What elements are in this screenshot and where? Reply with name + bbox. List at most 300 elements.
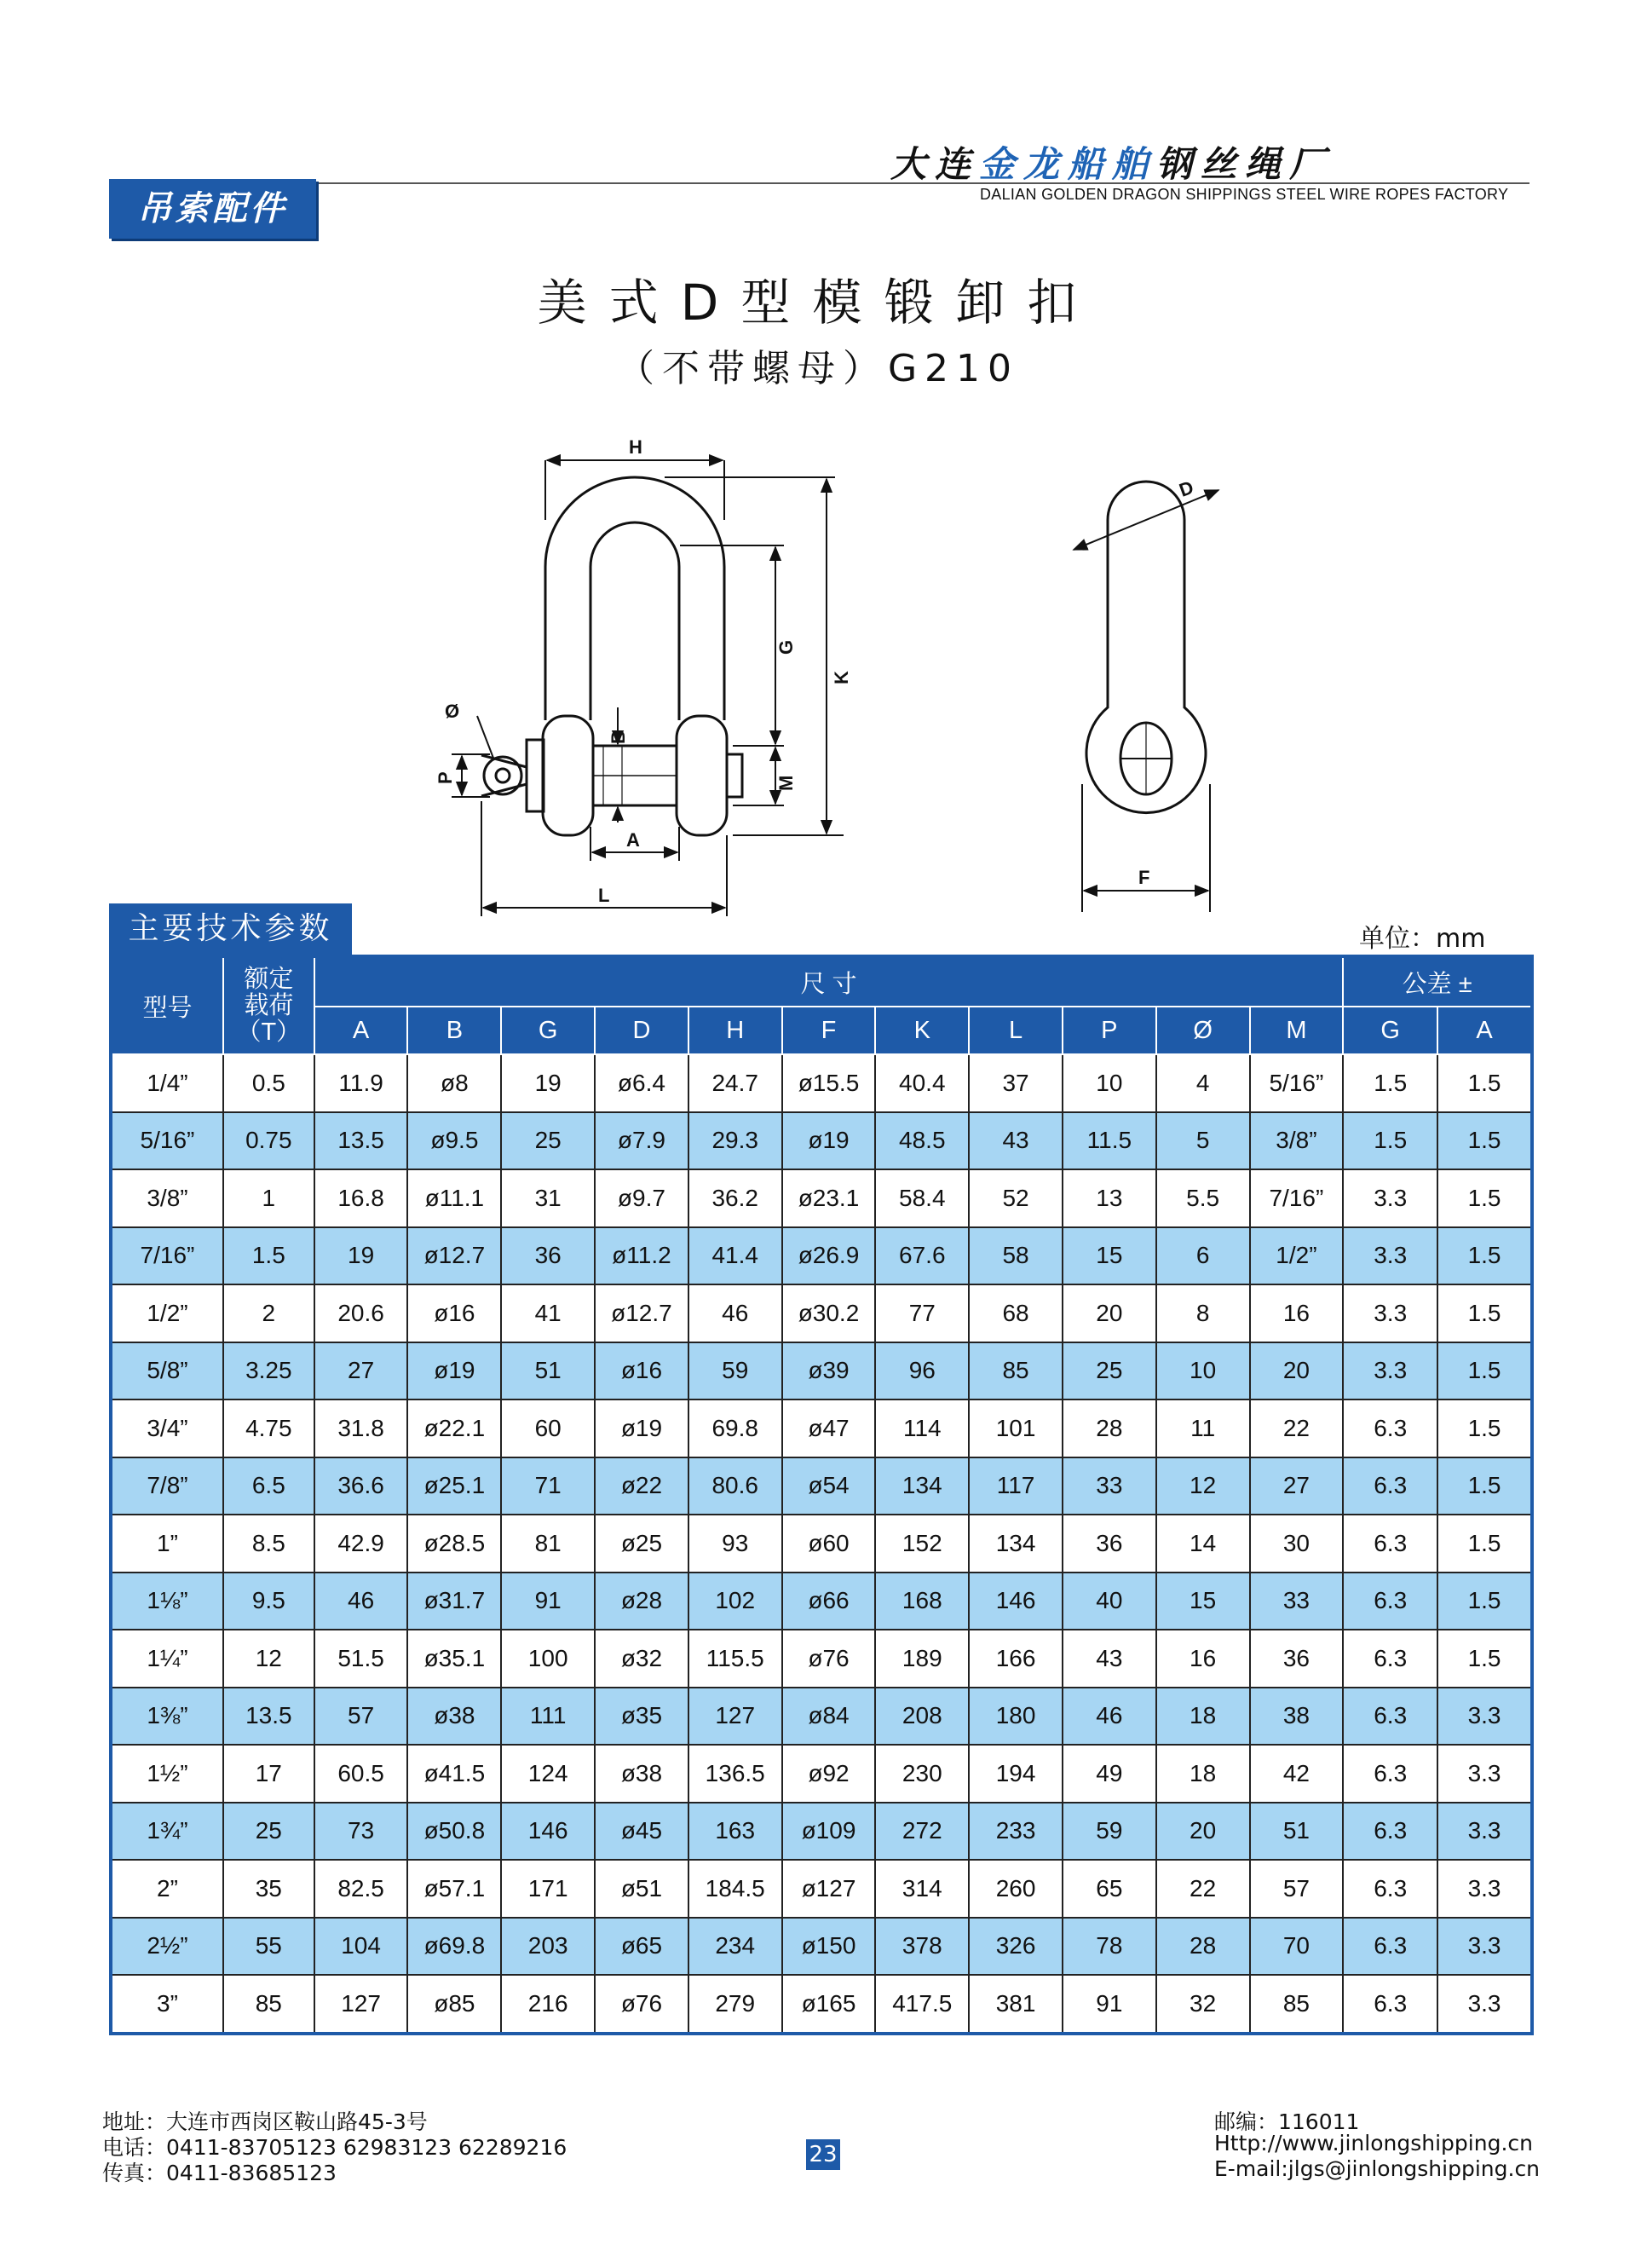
table-row xyxy=(111,1457,1532,1515)
table-cell: 1.5 xyxy=(1437,1515,1532,1573)
shackle-diagram xyxy=(409,426,1261,929)
table-cell: 1.5 xyxy=(1343,1054,1437,1112)
table-cell: 17 xyxy=(223,1745,314,1803)
table-cell: 96 xyxy=(875,1342,969,1400)
table-cell: 171 xyxy=(501,1860,595,1918)
table-cell: 43 xyxy=(969,1112,1063,1170)
table-cell: 381 xyxy=(969,1975,1063,2034)
table-cell: 55 xyxy=(223,1918,314,1976)
table-cell: ø127 xyxy=(782,1860,876,1918)
table-cell: 57 xyxy=(314,1688,408,1746)
table-cell: 100 xyxy=(501,1630,595,1688)
table-cell: 3.3 xyxy=(1343,1284,1437,1342)
table-cell: 152 xyxy=(875,1515,969,1573)
table-cell: 6.3 xyxy=(1343,1860,1437,1918)
table-cell: 91 xyxy=(501,1573,595,1630)
table-cell: 1¼” xyxy=(111,1630,223,1688)
table-cell: 20 xyxy=(1156,1803,1250,1861)
table-cell: 20 xyxy=(1250,1342,1344,1400)
table-cell: 1/2” xyxy=(1250,1227,1344,1285)
table-cell: 43 xyxy=(1063,1630,1156,1688)
table-cell: ø32 xyxy=(595,1630,688,1688)
table-cell: ø54 xyxy=(782,1457,876,1515)
table-cell: 5/16” xyxy=(111,1112,223,1170)
footer-fax: 传真：0411-83685123 xyxy=(102,2161,337,2185)
table-cell: 22 xyxy=(1156,1860,1250,1918)
label-L: L xyxy=(598,885,610,906)
table-body xyxy=(111,1054,1532,2034)
table-cell: 134 xyxy=(969,1515,1063,1573)
table-cell: ø11.1 xyxy=(407,1169,501,1227)
table-cell: 22 xyxy=(1250,1399,1344,1457)
table-cell: 1” xyxy=(111,1515,223,1573)
table-cell: 3.3 xyxy=(1437,1860,1532,1918)
footer-address: 地址：大连市西岗区鞍山路45-3号 xyxy=(102,2109,428,2134)
table-cell: ø19 xyxy=(407,1342,501,1400)
table-cell: 40.4 xyxy=(875,1054,969,1112)
col-header-D: D xyxy=(595,1007,688,1054)
table-cell: 78 xyxy=(1063,1918,1156,1976)
shackle-ear-right xyxy=(677,716,727,835)
table-cell: 14 xyxy=(1156,1515,1250,1573)
col-header-L: L xyxy=(969,1007,1063,1054)
table-cell: ø11.2 xyxy=(595,1227,688,1285)
label-H: H xyxy=(629,436,642,458)
header-divider xyxy=(307,182,1529,184)
table-cell: 1 xyxy=(223,1169,314,1227)
table-cell: 3.3 xyxy=(1437,1745,1532,1803)
table-cell: 31 xyxy=(501,1169,595,1227)
table-cell: ø26.9 xyxy=(782,1227,876,1285)
col-header-phi: Ø xyxy=(1156,1007,1250,1054)
table-cell: 1.5 xyxy=(1437,1399,1532,1457)
table-cell: 6.3 xyxy=(1343,1515,1437,1573)
table-cell: 3” xyxy=(111,1975,223,2034)
table-cell: 1.5 xyxy=(1437,1227,1532,1285)
table-cell: 20.6 xyxy=(314,1284,408,1342)
table-cell: 6.3 xyxy=(1343,1630,1437,1688)
table-cell: 42 xyxy=(1250,1745,1344,1803)
table-cell: 326 xyxy=(969,1918,1063,1976)
table-cell: ø35.1 xyxy=(407,1630,501,1688)
table-row xyxy=(111,1399,1532,1457)
table-cell: 41.4 xyxy=(688,1227,782,1285)
table-cell: 1/4” xyxy=(111,1054,223,1112)
table-cell: 194 xyxy=(969,1745,1063,1803)
table-cell: 31.8 xyxy=(314,1399,408,1457)
table-cell: 27 xyxy=(314,1342,408,1400)
table-cell: 36 xyxy=(1250,1630,1344,1688)
table-cell: ø6.4 xyxy=(595,1054,688,1112)
table-cell: 1.5 xyxy=(1437,1573,1532,1630)
table-cell: ø65 xyxy=(595,1918,688,1976)
section-tag: 吊索配件 xyxy=(109,179,316,239)
table-cell: 36 xyxy=(1063,1515,1156,1573)
table-row xyxy=(111,1803,1532,1861)
col-header-H: H xyxy=(688,1007,782,1054)
size-header: 尺 寸 xyxy=(314,956,1344,1007)
table-cell: 85 xyxy=(969,1342,1063,1400)
model-header: 型号 xyxy=(111,956,223,1054)
company-name-en: DALIAN GOLDEN DRAGON SHIPPINGS STEEL WIRE ROPES FACTORY xyxy=(980,186,1509,203)
table-cell: 29.3 xyxy=(688,1112,782,1170)
pin-head-eye xyxy=(484,757,521,794)
table-row xyxy=(111,1573,1532,1630)
table-cell: 1⅛” xyxy=(111,1573,223,1630)
table-row xyxy=(111,1227,1532,1285)
table-cell: 3.3 xyxy=(1343,1227,1437,1285)
table-cell: 6 xyxy=(1156,1227,1250,1285)
params-tab: 主要技术参数 xyxy=(109,903,352,955)
label-A: A xyxy=(626,829,640,851)
table-cell: ø92 xyxy=(782,1745,876,1803)
table-cell: ø150 xyxy=(782,1918,876,1976)
table-cell: 4.75 xyxy=(223,1399,314,1457)
table-cell: 6.3 xyxy=(1343,1803,1437,1861)
table-cell: 208 xyxy=(875,1688,969,1746)
table-cell: ø22 xyxy=(595,1457,688,1515)
table-cell: 30 xyxy=(1250,1515,1344,1573)
table-cell: 60 xyxy=(501,1399,595,1457)
table-cell: 124 xyxy=(501,1745,595,1803)
table-cell: 59 xyxy=(1063,1803,1156,1861)
table-cell: 3/8” xyxy=(1250,1112,1344,1170)
table-cell: 15 xyxy=(1156,1573,1250,1630)
label-F: F xyxy=(1138,867,1150,888)
table-cell: 189 xyxy=(875,1630,969,1688)
table-cell: ø47 xyxy=(782,1399,876,1457)
table-cell: 85 xyxy=(223,1975,314,2034)
table-cell: 91 xyxy=(1063,1975,1156,2034)
label-G: G xyxy=(775,639,797,655)
table-cell: 134 xyxy=(875,1457,969,1515)
table-row xyxy=(111,1054,1532,1112)
table-cell: ø85 xyxy=(407,1975,501,2034)
col-header-P: P xyxy=(1063,1007,1156,1054)
table-cell: ø28.5 xyxy=(407,1515,501,1573)
company-name-cn: 大连金龙船舶钢丝绳厂 xyxy=(890,143,1334,185)
table-cell: 16 xyxy=(1250,1284,1344,1342)
table-cell: ø50.8 xyxy=(407,1803,501,1861)
col-header-G: G xyxy=(501,1007,595,1054)
table-cell: 68 xyxy=(969,1284,1063,1342)
col-header-A: A xyxy=(314,1007,408,1054)
table-cell: 2½” xyxy=(111,1918,223,1976)
table-cell: 18 xyxy=(1156,1688,1250,1746)
table-cell: 36.2 xyxy=(688,1169,782,1227)
table-cell: 37 xyxy=(969,1054,1063,1112)
table-cell: 233 xyxy=(969,1803,1063,1861)
table-cell: 51 xyxy=(501,1342,595,1400)
table-cell: 180 xyxy=(969,1688,1063,1746)
table-cell: 58 xyxy=(969,1227,1063,1285)
table-cell: 2 xyxy=(223,1284,314,1342)
table-cell: 42.9 xyxy=(314,1515,408,1573)
table-cell: ø19 xyxy=(595,1399,688,1457)
table-cell: 11.5 xyxy=(1063,1112,1156,1170)
table-cell: ø84 xyxy=(782,1688,876,1746)
table-cell: 104 xyxy=(314,1918,408,1976)
table-cell: 32 xyxy=(1156,1975,1250,2034)
spec-table xyxy=(109,955,1534,2035)
table-cell: 9.5 xyxy=(223,1573,314,1630)
table-cell: 33 xyxy=(1063,1457,1156,1515)
table-cell: 3.3 xyxy=(1437,1975,1532,2034)
table-cell: 6.3 xyxy=(1343,1975,1437,2034)
table-cell: 59 xyxy=(688,1342,782,1400)
table-cell: 33 xyxy=(1250,1573,1344,1630)
table-cell: 3/8” xyxy=(111,1169,223,1227)
table-cell: 36 xyxy=(501,1227,595,1285)
table-cell: 203 xyxy=(501,1918,595,1976)
table-cell: 46 xyxy=(688,1284,782,1342)
footer-phone: 电话：0411-83705123 62983123 62289216 xyxy=(102,2135,567,2160)
table-cell: ø57.1 xyxy=(407,1860,501,1918)
table-cell: ø12.7 xyxy=(595,1284,688,1342)
table-cell: ø9.7 xyxy=(595,1169,688,1227)
table-cell: ø69.8 xyxy=(407,1918,501,1976)
table-cell: 49 xyxy=(1063,1745,1156,1803)
table-cell: 69.8 xyxy=(688,1399,782,1457)
table-cell: 1.5 xyxy=(1343,1112,1437,1170)
table-cell: 1.5 xyxy=(1437,1169,1532,1227)
table-cell: ø66 xyxy=(782,1573,876,1630)
table-cell: 6.3 xyxy=(1343,1457,1437,1515)
table-row xyxy=(111,1169,1532,1227)
table-cell: ø16 xyxy=(595,1342,688,1400)
table-cell: 216 xyxy=(501,1975,595,2034)
table-cell: 24.7 xyxy=(688,1054,782,1112)
table-cell: 0.75 xyxy=(223,1112,314,1170)
table-cell: ø38 xyxy=(407,1688,501,1746)
table-header-row xyxy=(111,956,1532,1007)
table-cell: 60.5 xyxy=(314,1745,408,1803)
table-cell: 1.5 xyxy=(1437,1284,1532,1342)
table-cell: ø31.7 xyxy=(407,1573,501,1630)
table-subheader-row xyxy=(111,1007,1532,1054)
table-cell: ø25 xyxy=(595,1515,688,1573)
table-cell: 71 xyxy=(501,1457,595,1515)
table-cell: 2” xyxy=(111,1860,223,1918)
shackle-ear-left xyxy=(543,716,593,835)
table-row xyxy=(111,1342,1532,1400)
table-cell: ø38 xyxy=(595,1745,688,1803)
table-cell: ø15.5 xyxy=(782,1054,876,1112)
col-header-tol-A: A xyxy=(1437,1007,1532,1054)
table-cell: 1⅜” xyxy=(111,1688,223,1746)
table-cell: 1.5 xyxy=(1437,1630,1532,1688)
table-row xyxy=(111,1284,1532,1342)
table-cell: ø28 xyxy=(595,1573,688,1630)
label-D: D xyxy=(1176,476,1196,501)
table-cell: 93 xyxy=(688,1515,782,1573)
table-cell: ø51 xyxy=(595,1860,688,1918)
table-cell: 127 xyxy=(688,1688,782,1746)
table-cell: 168 xyxy=(875,1573,969,1630)
table-cell: 279 xyxy=(688,1975,782,2034)
table-cell: ø60 xyxy=(782,1515,876,1573)
table-row xyxy=(111,1860,1532,1918)
table-cell: ø39 xyxy=(782,1342,876,1400)
table-cell: 15 xyxy=(1063,1227,1156,1285)
label-K: K xyxy=(831,671,852,684)
table-cell: 38 xyxy=(1250,1688,1344,1746)
footer-email[interactable]: E-mail:jlgs@jinlongshipping.cn xyxy=(1214,2156,1541,2181)
table-cell: 65 xyxy=(1063,1860,1156,1918)
table-cell: 85 xyxy=(1250,1975,1344,2034)
table-cell: 6.3 xyxy=(1343,1688,1437,1746)
table-cell: ø7.9 xyxy=(595,1112,688,1170)
table-row xyxy=(111,1112,1532,1170)
table-cell: ø23.1 xyxy=(782,1169,876,1227)
table-cell: 184.5 xyxy=(688,1860,782,1918)
table-cell: ø45 xyxy=(595,1803,688,1861)
table-cell: 127 xyxy=(314,1975,408,2034)
label-M: M xyxy=(775,775,797,791)
table-cell: 102 xyxy=(688,1573,782,1630)
table-cell: 82.5 xyxy=(314,1860,408,1918)
table-cell: ø8 xyxy=(407,1054,501,1112)
page-subtitle: （不带螺母）G210 xyxy=(616,347,1020,390)
footer-postcode: 邮编：116011 xyxy=(1214,2109,1360,2134)
table-cell: ø76 xyxy=(595,1975,688,2034)
company-name-highlight: 金龙船舶 xyxy=(979,143,1157,185)
table-cell: 36.6 xyxy=(314,1457,408,1515)
table-row xyxy=(111,1975,1532,2034)
table-cell: 4 xyxy=(1156,1054,1250,1112)
col-header-M: M xyxy=(1250,1007,1344,1054)
table-cell: ø25.1 xyxy=(407,1457,501,1515)
table-cell: 19 xyxy=(501,1054,595,1112)
table-cell: 3.25 xyxy=(223,1342,314,1400)
table-cell: 5.5 xyxy=(1156,1169,1250,1227)
table-cell: 46 xyxy=(314,1573,408,1630)
table-cell: 28 xyxy=(1156,1918,1250,1976)
table-row xyxy=(111,1515,1532,1573)
table-cell: 163 xyxy=(688,1803,782,1861)
table-cell: 67.6 xyxy=(875,1227,969,1285)
table-cell: 230 xyxy=(875,1745,969,1803)
table-cell: 1.5 xyxy=(1437,1342,1532,1400)
table-cell: 234 xyxy=(688,1918,782,1976)
shackle-bow xyxy=(545,477,724,720)
table-cell: 260 xyxy=(969,1860,1063,1918)
table-cell: 1/2” xyxy=(111,1284,223,1342)
table-cell: 6.5 xyxy=(223,1457,314,1515)
table-cell: 111 xyxy=(501,1688,595,1746)
table-cell: 3.3 xyxy=(1437,1688,1532,1746)
table-cell: 58.4 xyxy=(875,1169,969,1227)
table-cell: 6.3 xyxy=(1343,1573,1437,1630)
table-cell: 314 xyxy=(875,1860,969,1918)
table-cell: ø165 xyxy=(782,1975,876,2034)
table-cell: 18 xyxy=(1156,1745,1250,1803)
table-cell: ø109 xyxy=(782,1803,876,1861)
table-cell: 136.5 xyxy=(688,1745,782,1803)
table-row xyxy=(111,1918,1532,1976)
table-cell: 13.5 xyxy=(314,1112,408,1170)
table-cell: 51.5 xyxy=(314,1630,408,1688)
table-cell: 13.5 xyxy=(223,1688,314,1746)
table-cell: 70 xyxy=(1250,1918,1344,1976)
table-cell: 35 xyxy=(223,1860,314,1918)
table-cell: 80.6 xyxy=(688,1457,782,1515)
table-cell: 1.5 xyxy=(1437,1112,1532,1170)
footer-website[interactable]: Http://www.jinlongshipping.cn xyxy=(1214,2131,1533,2155)
table-cell: 378 xyxy=(875,1918,969,1976)
table-cell: 6.3 xyxy=(1343,1399,1437,1457)
col-header-B: B xyxy=(407,1007,501,1054)
table-cell: 8 xyxy=(1156,1284,1250,1342)
table-cell: 16.8 xyxy=(314,1169,408,1227)
table-cell: 146 xyxy=(969,1573,1063,1630)
table-cell: 1½” xyxy=(111,1745,223,1803)
table-cell: 166 xyxy=(969,1630,1063,1688)
table-cell: 272 xyxy=(875,1803,969,1861)
table-cell: 8.5 xyxy=(223,1515,314,1573)
table-cell: 115.5 xyxy=(688,1630,782,1688)
table-cell: 101 xyxy=(969,1399,1063,1457)
table-cell: 1.5 xyxy=(223,1227,314,1285)
table-cell: 52 xyxy=(969,1169,1063,1227)
table-cell: 6.3 xyxy=(1343,1918,1437,1976)
table-cell: 48.5 xyxy=(875,1112,969,1170)
table-cell: 3.3 xyxy=(1343,1169,1437,1227)
table-cell: 19 xyxy=(314,1227,408,1285)
table-cell: 10 xyxy=(1156,1342,1250,1400)
table-cell: 16 xyxy=(1156,1630,1250,1688)
label-phi: Ø xyxy=(445,701,460,722)
table-cell: 20 xyxy=(1063,1284,1156,1342)
table-cell: ø9.5 xyxy=(407,1112,501,1170)
table-cell: 6.3 xyxy=(1343,1745,1437,1803)
table-cell: 41 xyxy=(501,1284,595,1342)
table-cell: 7/8” xyxy=(111,1457,223,1515)
table-cell: 10 xyxy=(1063,1054,1156,1112)
table-row xyxy=(111,1745,1532,1803)
table-cell: 57 xyxy=(1250,1860,1344,1918)
table-cell: ø35 xyxy=(595,1688,688,1746)
col-header-K: K xyxy=(875,1007,969,1054)
table-cell: 146 xyxy=(501,1803,595,1861)
table-cell: 12 xyxy=(1156,1457,1250,1515)
col-header-tol-G: G xyxy=(1343,1007,1437,1054)
table-row xyxy=(111,1630,1532,1688)
unit-label: 单位：mm xyxy=(1359,924,1486,954)
table-cell: 1.5 xyxy=(1437,1457,1532,1515)
table-cell: 51 xyxy=(1250,1803,1344,1861)
table-cell: 7/16” xyxy=(111,1227,223,1285)
load-header: 额定 载荷 （T） xyxy=(223,956,314,1054)
page-title: 美式D型模锻卸扣 xyxy=(537,274,1099,332)
table-cell: 73 xyxy=(314,1803,408,1861)
table-cell: 0.5 xyxy=(223,1054,314,1112)
table-cell: 114 xyxy=(875,1399,969,1457)
table-cell: 117 xyxy=(969,1457,1063,1515)
table-cell: 13 xyxy=(1063,1169,1156,1227)
table-cell: 5/16” xyxy=(1250,1054,1344,1112)
table-row xyxy=(111,1688,1532,1746)
table-cell: 11 xyxy=(1156,1399,1250,1457)
page-number: 23 xyxy=(806,2139,840,2170)
table-cell: ø12.7 xyxy=(407,1227,501,1285)
table-cell: ø19 xyxy=(782,1112,876,1170)
table-cell: 5/8” xyxy=(111,1342,223,1400)
table-cell: 1¾” xyxy=(111,1803,223,1861)
table-cell: 3/4” xyxy=(111,1399,223,1457)
table-cell: ø76 xyxy=(782,1630,876,1688)
table-cell: ø22.1 xyxy=(407,1399,501,1457)
